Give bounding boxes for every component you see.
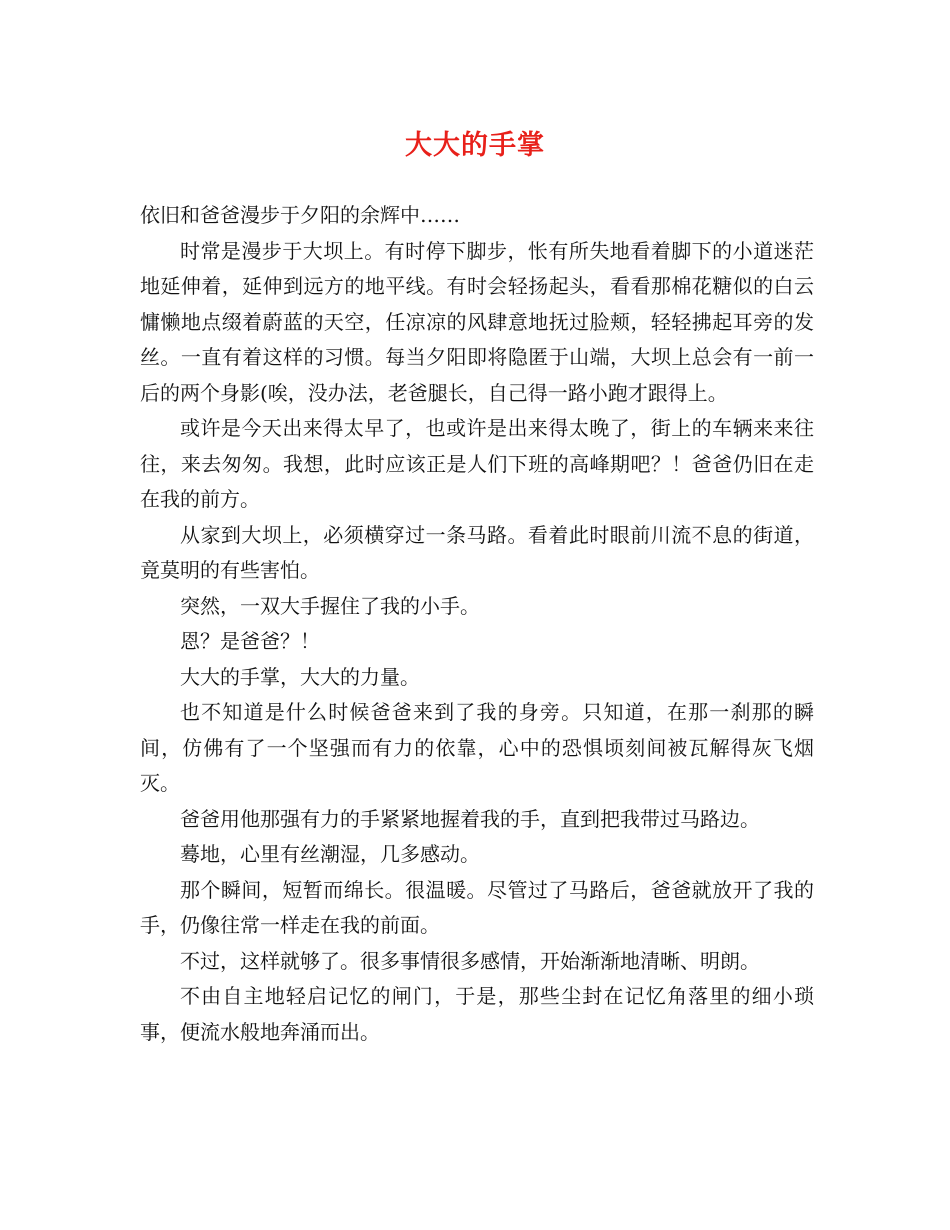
paragraph-7: 大大的手掌，大大的力量。 (180, 664, 420, 689)
paragraph-8: 也不知道是什么时候爸爸来到了我的身旁。只知道，在那一刹那的瞬间，仿佛有了一个坚强而有力的依靠，心中的恐惧顷刻间被瓦解得灰飞烟灭。 (140, 700, 814, 795)
paragraph-9: 爸爸用他那强有力的手紧紧地握着我的手，直到把我带过马路边。 (180, 806, 760, 831)
paragraph-1: 依旧和爸爸漫步于夕阳的余辉中…… (140, 203, 460, 227)
paragraph-2: 时常是漫步于大坝上。有时停下脚步，怅有所失地看着脚下的小道迷茫地延伸着，延伸到远方的地平线。有时会轻扬起头，看看那棉花糖似的白云慵懒地点缀着蔚蓝的天空，任凉凉的风肆意地抚过脸颊，轻轻拂起耳旁的发丝。一直有着这样的习惯。每当夕阳即将隐匿于山端，大坝上总会有一前一后的两个身影(唉，没办法，老爸腿长，自己得一路小跑才跟得上。 (140, 238, 814, 405)
document-body (140, 198, 814, 1050)
paragraph-6: 恩？是爸爸？！ (180, 629, 320, 653)
paragraph-11: 那个瞬间，短暂而绵长。很温暖。尽管过了马路后，爸爸就放开了我的手，仍像往常一样走在我的前面。 (140, 877, 814, 937)
paragraph-3: 或许是今天出来得太早了，也或许是出来得太晚了，街上的车辆来来往往，来去匆匆。我想，此时应该正是人们下班的高峰期吧？！爸爸仍旧在走在我的前方。 (140, 416, 814, 511)
paragraph-5: 突然，一双大手握住了我的小手。 (180, 593, 480, 618)
paragraph-4: 从家到大坝上，必须横穿过一条马路。看着此时眼前川流不息的街道，竟莫明的有些害怕。 (140, 522, 814, 582)
document-title: 大大的手掌 (405, 130, 545, 161)
paragraph-12: 不过，这样就够了。很多事情很多感情，开始渐渐地清晰、明朗。 (180, 948, 760, 973)
paragraph-10: 蓦地，心里有丝潮湿，几多感动。 (180, 842, 480, 866)
paragraph-13: 不由自主地轻启记忆的闸门，于是，那些尘封在记忆角落里的细小琐事，便流水般地奔涌而出。 (140, 984, 814, 1044)
